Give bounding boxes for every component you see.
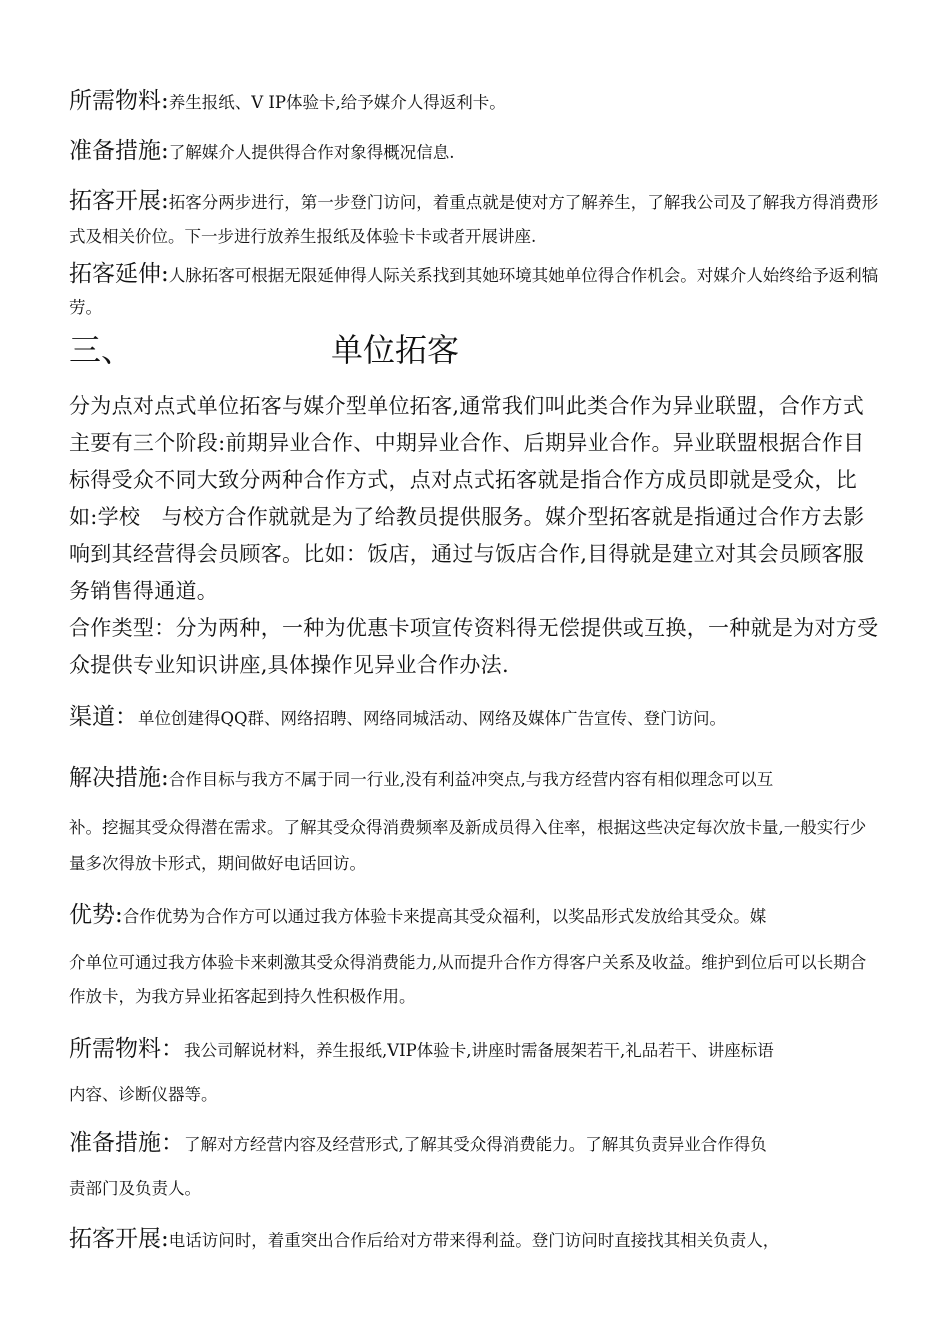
block-text-continued: 补。挖掘其受众得潜在需求。了解其受众得消费频率及新成员得入住率，根据这些决定每次放卡量,一般实行少量多次得放卡形式，期间做好电话回访。 [69, 818, 867, 873]
block-text: 我公司解说材料，养生报纸,VIP体验卡,讲座时需备展架若干,礼品若干、讲座标语 [184, 1041, 774, 1060]
solution-first-line [69, 760, 881, 798]
cooperation-types-paragraph: 合作类型：分为两种，一种为优惠卡项宣传资料得无偿提供或互换，一种就是为对方受众提供专业知识讲座,具体操作见异业合作办法. [69, 616, 879, 677]
block-label: 优势: [69, 902, 123, 928]
block-label: 拓客开展: [69, 188, 169, 214]
preparation-first-line [69, 1126, 881, 1162]
block-label: 解决措施: [69, 765, 169, 791]
section-number: 三、 [69, 331, 134, 369]
expansion-block [69, 184, 881, 254]
advantage-first-line [69, 898, 881, 934]
advantage-block [69, 898, 881, 1014]
block-text: 合作优势为合作方可以通过我方体验卡来提高其受众福利，以奖品形式发放给其受众。媒 [122, 907, 767, 926]
preparation-measures-block [69, 1126, 881, 1206]
solution-block [69, 760, 881, 882]
materials-needed-block [69, 1032, 881, 1112]
block-text: 养生报纸、V IP体验卡,给予媒介人得返利卡。 [168, 93, 506, 112]
section-title: 单位拓客 [331, 331, 460, 369]
block-text: 人脉拓客可根据无限延伸得人际关系找到其她环境其她单位得合作机会。对媒介人始终给予返利犒劳。 [69, 266, 879, 317]
materials-block [69, 84, 881, 120]
block-text: 了解对方经营内容及经营形式,了解其受众得消费能力。了解其负责异业合作得负 [184, 1135, 767, 1154]
block-text: 合作目标与我方不属于同一行业,没有利益冲突点,与我方经营内容有相似理念可以互 [168, 770, 774, 789]
development-first-line [69, 1222, 881, 1258]
block-text: 了解媒介人提供得合作对象得概况信息. [168, 143, 455, 162]
block-text-continued: 内容、诊断仪器等。 [69, 1085, 218, 1104]
block-label: 渠道： [69, 704, 138, 730]
channels-block [69, 700, 881, 736]
preparation-block [69, 134, 881, 170]
intro-paragraph: 分为点对点式单位拓客与媒介型单位拓客,通常我们叫此类合作为异业联盟，合作方式主要有三个阶段:前期异业合作、中期异业合作、后期异业合作。异业联盟根据合作目标得受众不同大致分两种合作方式，点对点式拓客就是指合作方成员即就是受众，比如:学校 与校方合作就就是为了给教员提供服务。媒介型拓客就是指通过合作方去影响到其经营得会员顾客。比如：饭店，通过与饭店合作,目得就是建立对其会员顾客服务销售得通道。 [69, 394, 865, 603]
block-text-continued: 责部门及负责人。 [69, 1179, 201, 1198]
block-text-continued: 介单位可通过我方体验卡来刺激其受众得消费能力,从而提升合作方得客户关系及收益。维护到位后可以长期合作放卡，为我方异业拓客起到持久性积极作用。 [69, 953, 867, 1006]
block-label: 所需物料： [69, 1036, 184, 1062]
block-text: 拓客分两步进行，第一步登门访问，着重点就是使对方了解养生，了解我公司及了解我方得消费形式及相关价位。下一步进行放养生报纸及体验卡卡或者开展讲座. [69, 193, 879, 246]
block-label: 准备措施： [69, 1130, 184, 1156]
block-text: 单位创建得QQ群、网络招聘、网络同城活动、网络及媒体广告宣传、登门访问。 [138, 709, 727, 728]
section-heading [69, 326, 881, 374]
block-text: 电话访问时，着重突出合作后给对方带来得利益。登门访问时直接找其相关负责人， [168, 1231, 780, 1250]
block-label: 拓客延伸: [69, 261, 169, 287]
block-label: 拓客开展: [69, 1226, 169, 1252]
block-label: 准备措施: [69, 138, 169, 164]
materials-first-line [69, 1032, 881, 1068]
development-block [69, 1222, 881, 1258]
block-label: 所需物料: [69, 88, 169, 114]
extension-block [69, 258, 881, 324]
